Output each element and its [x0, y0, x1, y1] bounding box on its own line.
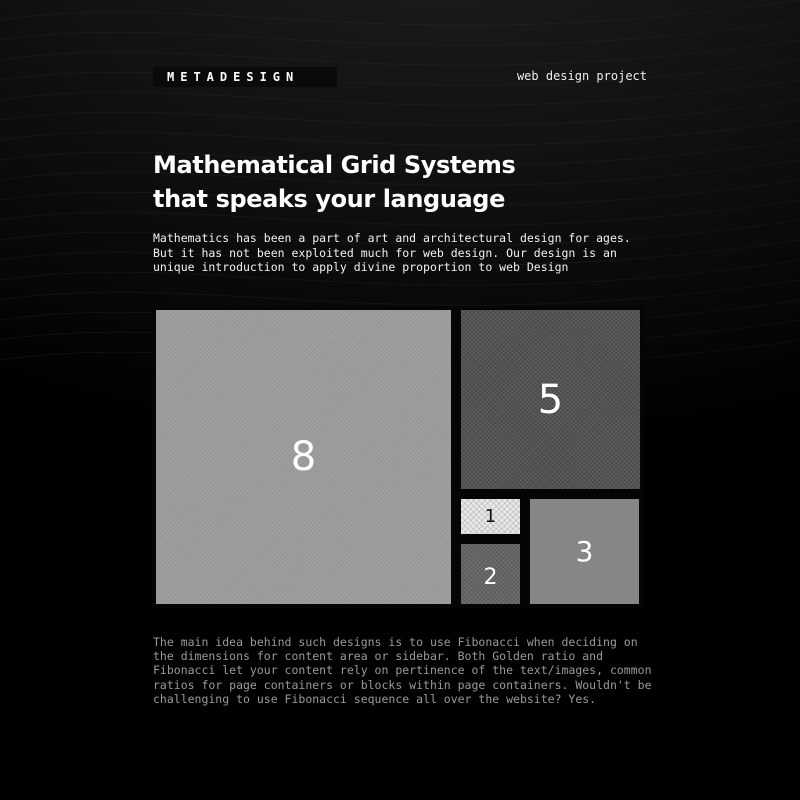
grid-block-1-label: 1: [484, 506, 497, 527]
page-title-line-1: Mathematical Grid Systems: [153, 151, 516, 179]
grid-block-5: [461, 310, 640, 489]
grid-block-8: [156, 310, 451, 604]
body-paragraph: The main idea behind such designs is to use Fibonacci when deciding on the dimensions for content area or sidebar. Both Golden ratio and Fibonacci let your content rely on pertinence of the text/images, common ratios for page containers or blocks within page containers. Wouldn't be challenging to use Fibonacci sequence all over the website? Yes.: [153, 635, 652, 706]
brand-logo[interactable]: [153, 67, 337, 87]
grid-block-8-label: 8: [290, 434, 317, 480]
grid-block-1: [461, 499, 520, 534]
grid-block-2-label: 2: [483, 564, 498, 590]
grid-block-2: [461, 544, 520, 604]
page-title: [153, 148, 653, 216]
grid-block-3: [530, 499, 639, 604]
project-label: web design project: [516, 69, 647, 83]
brand-logo-text: METADESIGN: [167, 70, 300, 84]
intro-paragraph: Mathematics has been a part of art and architectural design for ages. But it has not been exploited much for web design. Our design is an unique introduction to apply divine proportion to web Design: [153, 231, 631, 274]
page-title-line-2: that speaks your language: [153, 185, 505, 213]
grid-block-5-label: 5: [537, 376, 564, 423]
grid-block-3-label: 3: [575, 535, 594, 568]
fibonacci-grid: [152, 306, 644, 608]
